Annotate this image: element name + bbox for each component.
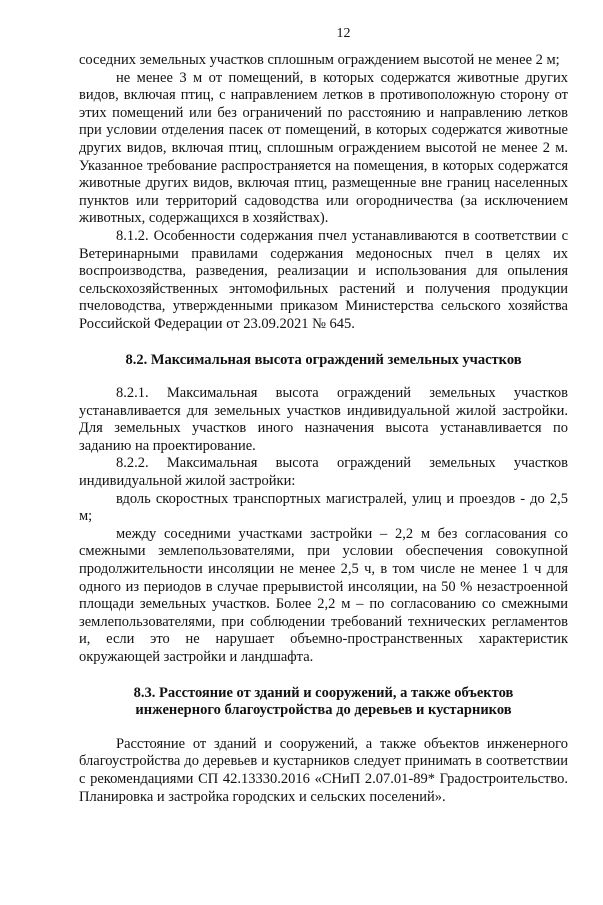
paragraph-livestock-distance: не менее 3 м от помещений, в которых содержатся животные других видов, включая птиц, с направлением летков в противоположную сторону от этих помещений или без ограничений по расстоянию и направлению летков при условии отделения пасек от помещений, в которых содержатся животные других видов, включая птиц, сплошным ограждением высотой не менее 2 м. Указанное требование распространяется на помещения, в которых содержатся животные других видов, включая птиц, размещенные вне границ населенных пунктов или территорий садоводства или огородничества (за исключением животных, содержащихся в хозяйствах). (79, 69, 568, 227)
paragraph-between-plots: между соседними участками застройки – 2,2 м без согласования со смежными землепользователями, при условии обеспечения совокупной продолжительности инсоляции не менее 2,5 ч, в том числе не менее 1 ч для одного из периодов в случае прерывистой инсоляции, на 50 % незастроенной площади земельных участков. Более 2,2 м – по согласованию со смежными землепользователями, при соблюдении требований технических регламентов и, если это не нарушает объемно-пространственных характеристик окружающей застройки и ландшафта. (79, 525, 568, 665)
paragraph-along-highways: вдоль скоростных транспортных магистралей, улиц и проездов - до 2,5 м; (79, 490, 568, 525)
page-number: 12 (336, 26, 351, 41)
paragraph-8-2-1: 8.2.1. Максимальная высота ограждений земельных участков устанавливается для земельных участков индивидуальной жилой застройки. Для земельных участков иного назначения высота устанавливается по заданию на проектирование. (79, 385, 568, 454)
section-heading-8-3-line1: 8.3. Расстояние от зданий и сооружений, а также объектов (133, 684, 514, 701)
paragraph-8-1-2: 8.1.2. Особенности содержания пчел устанавливаются в соответствии с Ветеринарными правилами содержания медоносных пчел в целях их воспроизводства, разведения, реализации и использования для опыления сельскохозяйственных энтомофильных растений и получения продукции пчеловодства, утвержденными приказом Министерства сельского хозяйства Российской Федерации от 23.09.2021 № 645. (79, 227, 568, 332)
paragraph-8-3: Расстояние от зданий и сооружений, а также объектов инженерного благоустройства до деревьев и кустарников следует принимать в соответствии с рекомендациями СП 42.13330.2016 «СНиП 2.07.01-89* Градостроительство. Планировка и застройка городских и сельских поселений». (79, 735, 568, 805)
paragraph-continuation: соседних земельных участков сплошным ограждением высотой не менее 2 м; (79, 52, 560, 68)
section-heading-8-2: 8.2. Максимальная высота ограждений земельных участков (125, 351, 522, 368)
paragraph-8-2-2: 8.2.2. Максимальная высота ограждений земельных участков индивидуальной жилой застройки: (79, 455, 568, 490)
section-heading-8-3-line2: инженерного благоустройства до деревьев и кустарников (135, 702, 512, 719)
section-heading-8-3 (79, 685, 568, 720)
